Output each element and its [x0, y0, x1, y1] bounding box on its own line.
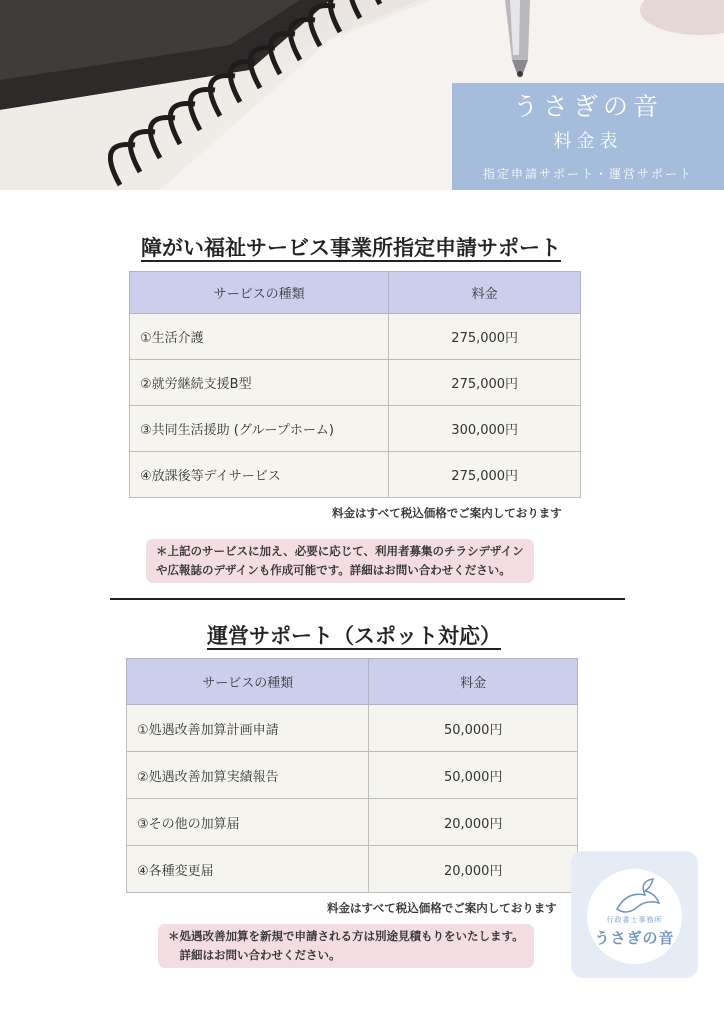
column-header-service: サービスの種類 [127, 659, 369, 705]
service-cell: ②処遇改善加算実績報告 [127, 752, 369, 799]
fee-cell: 300,000円 [389, 406, 581, 452]
brand-name: うさぎの音 [512, 92, 663, 121]
table-row [127, 705, 578, 752]
table-row [127, 799, 578, 846]
fee-cell: 20,000円 [369, 799, 578, 846]
service-cell: ③共同生活援助 (グループホーム) [130, 406, 389, 452]
note-line: ＊処遇改善加算を新規で申請される方は別途見積もりをいたします。 [168, 929, 524, 943]
column-header-fee: 料金 [369, 659, 578, 705]
fee-cell: 275,000円 [389, 360, 581, 406]
logo-circle [587, 869, 682, 964]
fee-cell: 275,000円 [389, 452, 581, 498]
section1-title: 障がい福祉サービス事業所指定申請サポート [141, 236, 561, 260]
fee-cell: 275,000円 [389, 314, 581, 360]
table-row [130, 360, 581, 406]
brand-tagline: 指定申請サポート・運営サポート [482, 167, 693, 181]
logo-small-text: 行政書士事務所 [606, 916, 663, 924]
section2-tax-note: 料金はすべて税込価格でご案内しております [327, 901, 557, 915]
logo-main-text: うさぎの音 [594, 929, 675, 947]
fee-cell: 50,000円 [369, 705, 578, 752]
section2-price-table [126, 658, 578, 893]
header-photo [0, 0, 724, 190]
note-line: 詳細はお問い合わせください。 [168, 948, 341, 962]
service-cell: ③その他の加算届 [127, 799, 369, 846]
table-row [130, 314, 581, 360]
service-cell: ④放課後等デイサービス [130, 452, 389, 498]
section1-note-box [146, 539, 534, 583]
section1-price-table [129, 271, 581, 498]
table-header-row [127, 659, 578, 705]
section-divider [110, 598, 625, 600]
section2-title: 運営サポート（スポット対応） [207, 624, 501, 648]
service-cell: ④各種変更届 [127, 846, 369, 893]
brand-box [452, 83, 724, 190]
table-row [127, 752, 578, 799]
service-cell: ①生活介護 [130, 314, 389, 360]
table-header-row [130, 272, 581, 314]
service-cell: ①処遇改善加算計画申請 [127, 705, 369, 752]
table-row [130, 452, 581, 498]
column-header-fee: 料金 [389, 272, 581, 314]
section1-tax-note: 料金はすべて税込価格でご案内しております [332, 506, 562, 520]
table-row [127, 846, 578, 893]
service-cell: ②就労継続支援B型 [130, 360, 389, 406]
page-subtitle: 料金表 [553, 131, 623, 152]
column-header-service: サービスの種類 [130, 272, 389, 314]
fee-cell: 50,000円 [369, 752, 578, 799]
section2-note-box [158, 924, 534, 968]
fee-cell: 20,000円 [369, 846, 578, 893]
logo-stamp [571, 851, 698, 978]
note-line: や広報誌のデザインも作成可能です。詳細はお問い合わせください。 [156, 563, 511, 577]
table-row [130, 406, 581, 452]
note-line: ＊上記のサービスに加え、必要に応じて、利用者募集のチラシデザイン [156, 544, 524, 558]
